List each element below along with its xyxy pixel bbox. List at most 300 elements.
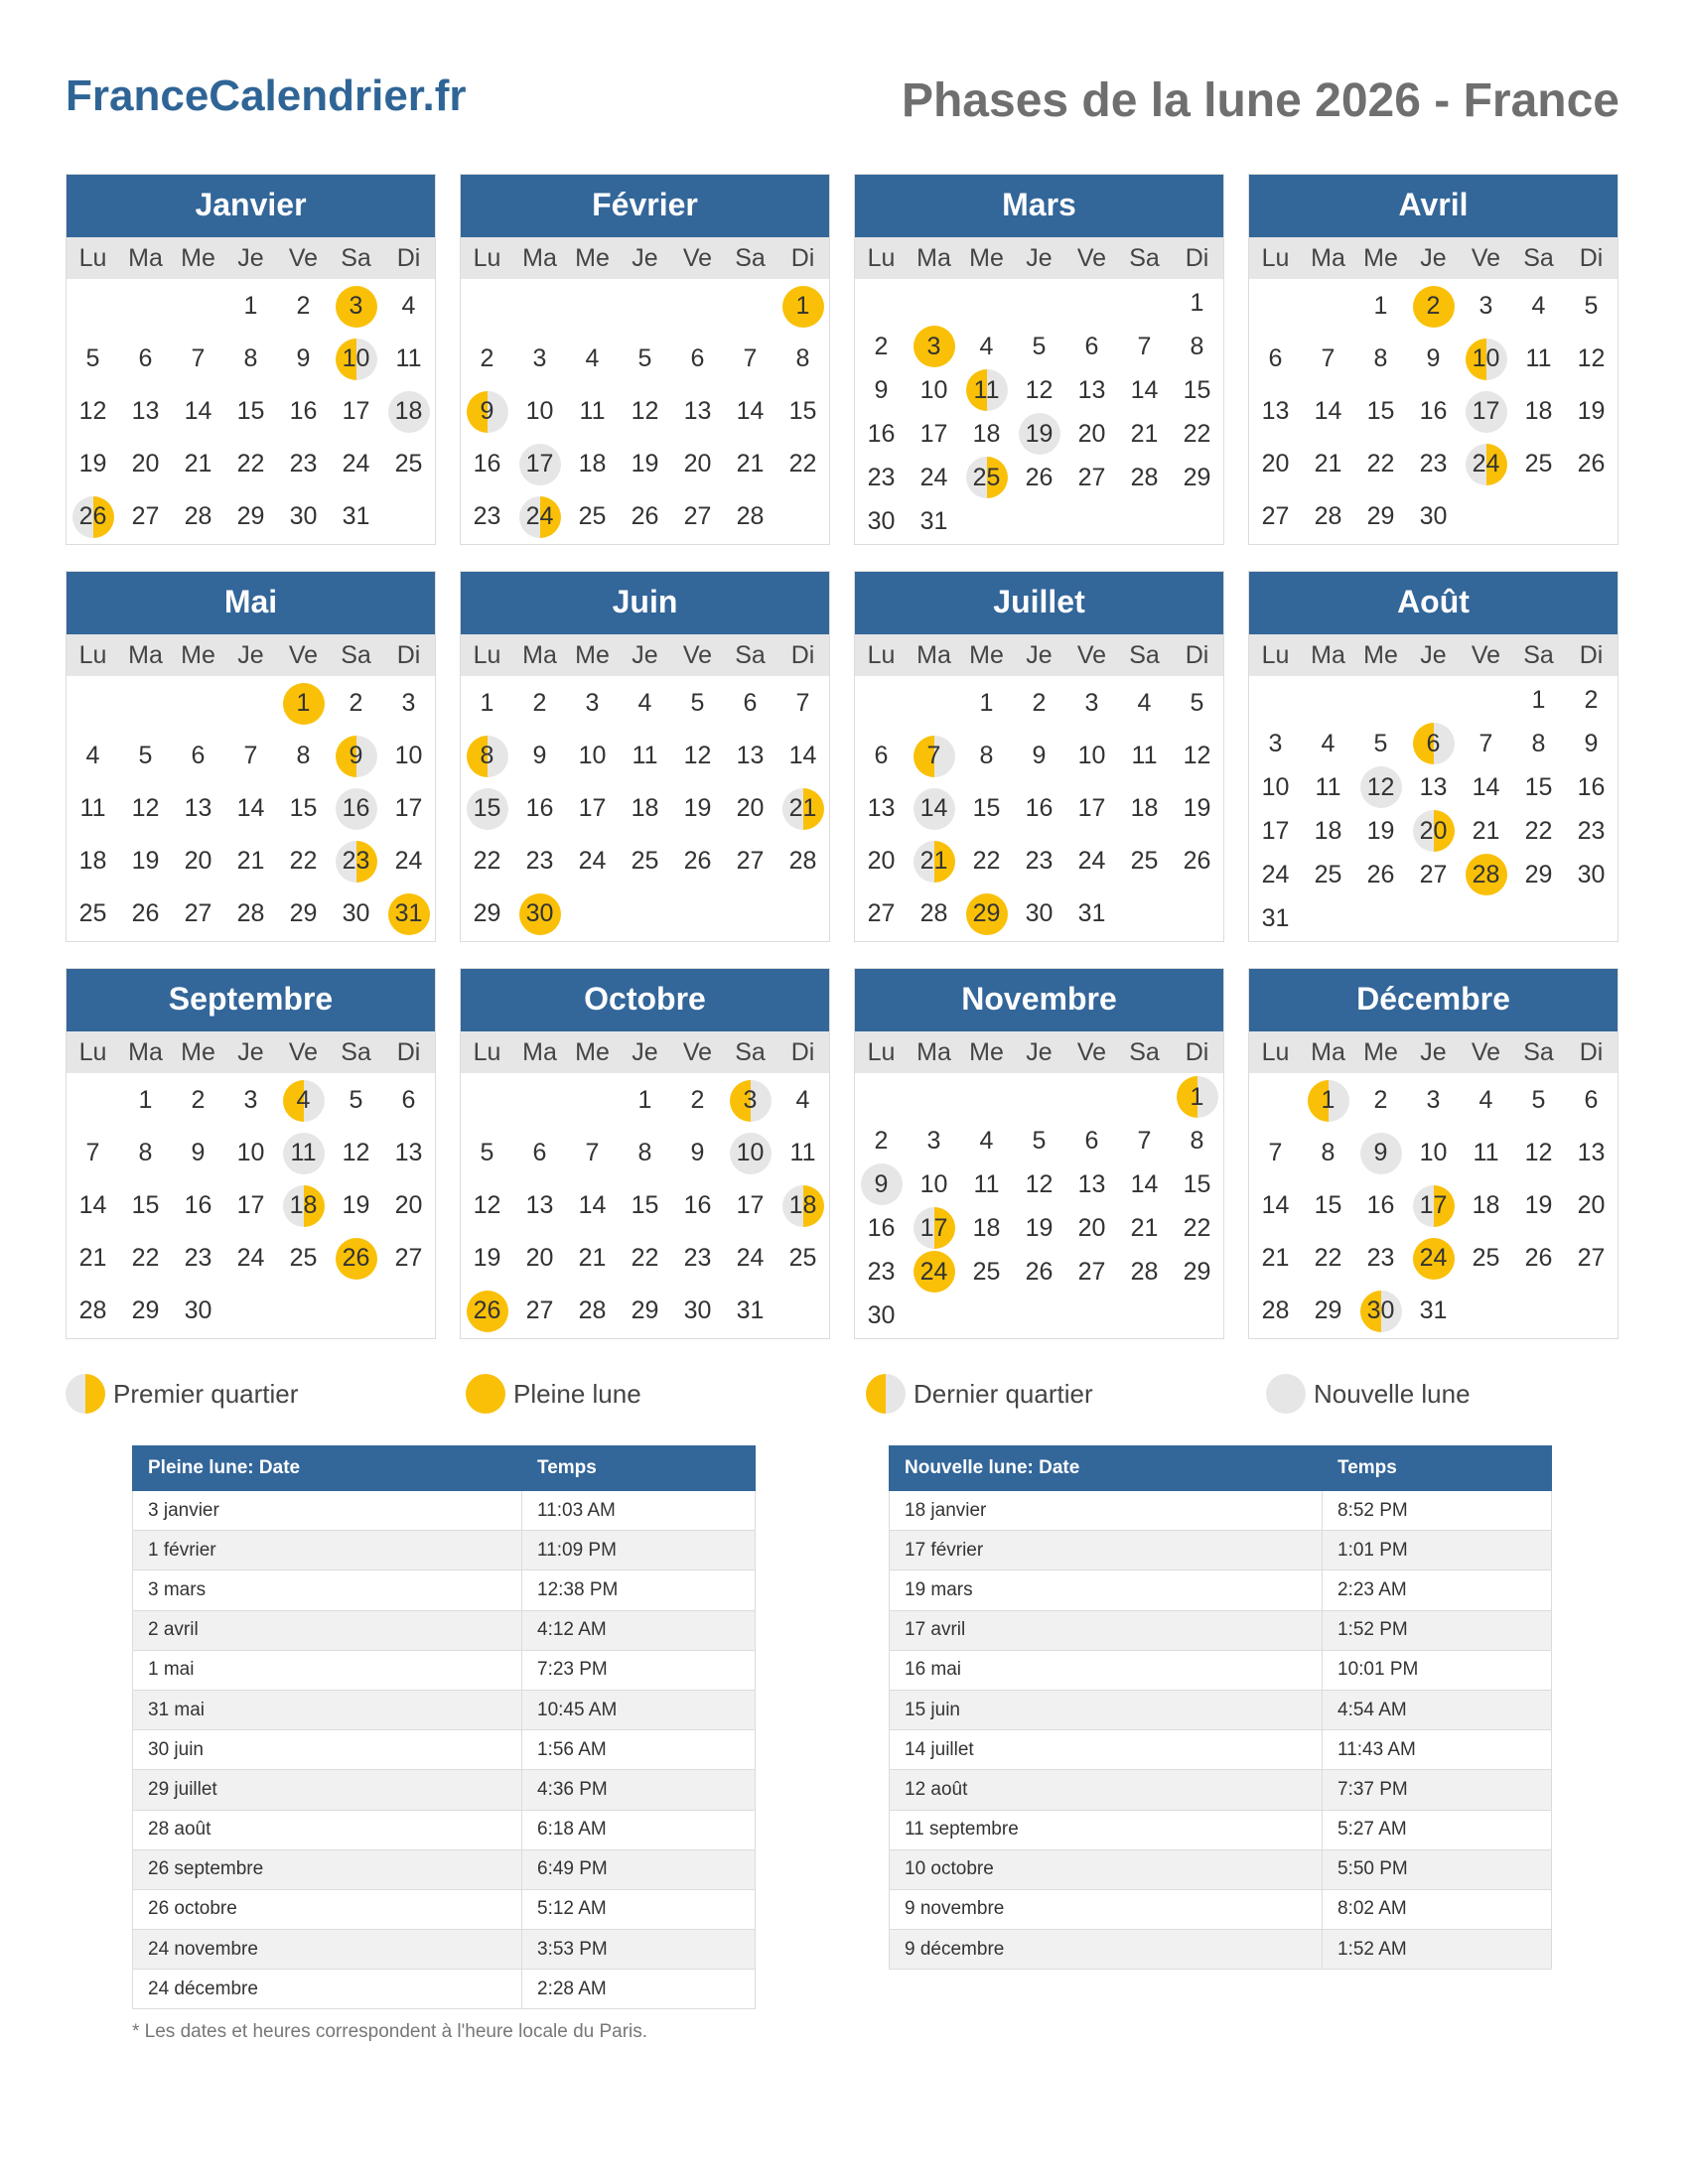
- day-number: 30: [1419, 502, 1448, 530]
- day-number: 5: [637, 344, 652, 372]
- full-moon-row: [133, 1810, 756, 1849]
- day-number: 14: [1130, 375, 1159, 404]
- new-moon-time-cell: 8:52 PM: [1323, 1491, 1552, 1531]
- weekday-label: Je: [1026, 243, 1053, 272]
- weekday-label: Lu: [1261, 243, 1290, 272]
- day-cell: [461, 385, 513, 438]
- new-moon-date-header: Nouvelle lune: Date: [890, 1446, 1323, 1491]
- day-number: 28: [736, 502, 765, 530]
- day-cell: [908, 456, 960, 499]
- day-cell: [1407, 333, 1460, 385]
- weekday-label: Ve: [1076, 243, 1107, 272]
- day-number: 19: [342, 1191, 370, 1219]
- day-number: 26: [1025, 1257, 1054, 1286]
- day-number: 18: [972, 419, 1001, 448]
- day-cell: [566, 730, 619, 782]
- weekday-label: Je: [1420, 640, 1447, 669]
- weekday-label: Sa: [1129, 1037, 1160, 1066]
- day-cell: [1460, 809, 1512, 853]
- weekday-label: Je: [632, 243, 658, 272]
- weekday-label: Sa: [735, 243, 766, 272]
- day-cell: [960, 677, 1013, 730]
- weekday-label: Di: [396, 243, 421, 272]
- first-quarter-icon: [66, 1374, 105, 1414]
- day-cell: [1249, 438, 1302, 490]
- day-cell: [67, 438, 119, 490]
- new-moon-row: [890, 1491, 1552, 1531]
- day-cell: [566, 835, 619, 887]
- day-cell: [1407, 438, 1460, 490]
- day-cell: [1065, 1119, 1118, 1162]
- weekday-header: [461, 634, 829, 676]
- day-cell: [855, 1162, 908, 1206]
- day-number: 24: [342, 450, 370, 478]
- day-cell: [1013, 782, 1065, 835]
- day-number: 6: [138, 344, 153, 372]
- day-number: 21: [788, 794, 817, 822]
- day-number: 1: [243, 292, 258, 320]
- day-number: 2: [349, 689, 363, 717]
- day-number: 14: [236, 794, 265, 822]
- day-cell: [619, 438, 671, 490]
- day-cell: [960, 887, 1013, 940]
- empty-cell: [908, 281, 960, 325]
- day-cell: [172, 835, 224, 887]
- month-9: [66, 968, 436, 1339]
- day-number: 30: [342, 899, 370, 927]
- month-11: [854, 968, 1224, 1339]
- day-cell: [224, 490, 277, 543]
- full-moon-row: [133, 1610, 756, 1650]
- day-cell: [1407, 1232, 1460, 1285]
- new-moon-time-cell: 2:23 AM: [1323, 1570, 1552, 1610]
- day-cell: [224, 333, 277, 385]
- day-number: 24: [1261, 860, 1290, 888]
- day-number: 8: [1373, 344, 1388, 372]
- day-number: 29: [1183, 1257, 1211, 1286]
- weekday-label: Ve: [288, 640, 319, 669]
- day-cell: [776, 280, 829, 333]
- weekday-label: Ve: [682, 1037, 713, 1066]
- day-cell: [67, 782, 119, 835]
- day-number: 8: [1190, 332, 1204, 360]
- day-cell: [1407, 809, 1460, 853]
- day-cell: [1512, 385, 1565, 438]
- day-number: 10: [1077, 742, 1106, 769]
- legend-last-quarter: [866, 1374, 1093, 1414]
- day-cell: [671, 438, 724, 490]
- day-cell: [1407, 765, 1460, 809]
- day-cell: [1118, 677, 1171, 730]
- day-cell: [908, 325, 960, 368]
- day-grid: [67, 279, 435, 543]
- day-cell: [1065, 1162, 1118, 1206]
- new-moon-time-cell: 1:52 PM: [1323, 1610, 1552, 1650]
- day-cell: [908, 1162, 960, 1206]
- full-moon-date-cell: 3 janvier: [133, 1491, 522, 1531]
- weekday-label: Lu: [867, 243, 896, 272]
- day-number: 28: [1261, 1297, 1290, 1324]
- day-cell: [330, 887, 382, 940]
- new-moon-time-cell: 1:01 PM: [1323, 1531, 1552, 1570]
- day-cell: [513, 1232, 566, 1285]
- day-number: 6: [532, 1139, 547, 1166]
- day-number: 3: [926, 332, 941, 360]
- day-cell: [908, 835, 960, 887]
- new-moon-table: [889, 1445, 1552, 1970]
- day-number: 4: [795, 1086, 810, 1114]
- day-number: 26: [683, 847, 712, 875]
- day-number: 23: [1025, 847, 1054, 875]
- day-cell: [1302, 853, 1354, 896]
- day-cell: [1118, 1119, 1171, 1162]
- day-cell: [224, 1127, 277, 1179]
- day-number: 7: [926, 742, 941, 769]
- day-cell: [1565, 765, 1618, 809]
- day-number: 8: [1321, 1139, 1336, 1166]
- day-cell: [724, 333, 776, 385]
- new-moon-row: [890, 1930, 1552, 1970]
- day-grid: [67, 1073, 435, 1337]
- empty-cell: [172, 280, 224, 333]
- day-number: 28: [919, 899, 948, 927]
- day-number: 12: [1025, 1169, 1054, 1198]
- day-cell: [776, 333, 829, 385]
- day-cell: [1354, 438, 1407, 490]
- day-cell: [277, 280, 330, 333]
- full-moon-date-cell: 1 février: [133, 1531, 522, 1570]
- day-cell: [566, 333, 619, 385]
- day-number: 9: [1373, 1139, 1388, 1166]
- empty-cell: [855, 1075, 908, 1119]
- day-cell: [67, 835, 119, 887]
- full-moon-date-cell: 3 mars: [133, 1570, 522, 1610]
- day-number: 10: [1261, 772, 1290, 801]
- month-3: [854, 174, 1224, 545]
- full-moon-row: [133, 1570, 756, 1610]
- day-cell: [172, 1127, 224, 1179]
- day-number: 3: [743, 1086, 758, 1114]
- day-cell: [908, 368, 960, 412]
- weekday-header: [1249, 237, 1618, 279]
- weekday-label: Di: [1185, 243, 1209, 272]
- day-number: 19: [78, 450, 107, 478]
- day-cell: [566, 490, 619, 543]
- day-number: 5: [1032, 332, 1047, 360]
- day-cell: [513, 490, 566, 543]
- day-number: 16: [1577, 772, 1606, 801]
- day-cell: [671, 730, 724, 782]
- day-cell: [1407, 1127, 1460, 1179]
- day-cell: [1512, 438, 1565, 490]
- day-number: 28: [1472, 860, 1500, 888]
- day-cell: [277, 782, 330, 835]
- day-cell: [566, 677, 619, 730]
- day-number: 28: [578, 1297, 607, 1324]
- day-number: 14: [578, 1191, 607, 1219]
- day-cell: [1013, 835, 1065, 887]
- empty-cell: [513, 280, 566, 333]
- day-cell: [724, 1179, 776, 1232]
- weekday-label: Me: [575, 640, 610, 669]
- day-cell: [382, 438, 435, 490]
- day-number: 9: [1584, 729, 1599, 757]
- day-number: 11: [1131, 742, 1158, 769]
- day-number: 24: [525, 502, 554, 530]
- day-cell: [724, 730, 776, 782]
- day-number: 29: [289, 899, 318, 927]
- full-moon-row: [133, 1970, 756, 2009]
- day-number: 24: [236, 1244, 265, 1272]
- day-cell: [776, 1232, 829, 1285]
- day-number: 8: [1190, 1126, 1204, 1155]
- month-6: [460, 571, 830, 942]
- day-cell: [461, 1127, 513, 1179]
- day-cell: [855, 887, 908, 940]
- weekday-label: Lu: [473, 1037, 501, 1066]
- weekday-label: Lu: [867, 1037, 896, 1066]
- empty-cell: [67, 677, 119, 730]
- day-cell: [172, 385, 224, 438]
- day-cell: [1065, 1250, 1118, 1294]
- day-cell: [1407, 1285, 1460, 1337]
- legend-last-quarter-label: Dernier quartier: [914, 1378, 1093, 1409]
- site-title[interactable]: FranceCalendrier.fr: [66, 71, 467, 120]
- new-moon-icon: [1266, 1374, 1306, 1414]
- day-number: 22: [1366, 450, 1395, 478]
- empty-cell: [172, 677, 224, 730]
- day-cell: [724, 677, 776, 730]
- day-cell: [1118, 782, 1171, 835]
- day-number: 12: [1577, 344, 1606, 372]
- day-cell: [330, 385, 382, 438]
- day-number: 18: [289, 1191, 318, 1219]
- day-number: 4: [1478, 1086, 1493, 1114]
- weekday-label: Lu: [1261, 640, 1290, 669]
- day-number: 30: [184, 1297, 212, 1324]
- day-cell: [1118, 412, 1171, 456]
- month-title: Août: [1249, 572, 1618, 634]
- day-number: 30: [1025, 899, 1054, 927]
- day-grid: [1249, 1073, 1618, 1337]
- day-cell: [1171, 1162, 1223, 1206]
- day-number: 3: [532, 344, 547, 372]
- day-cell: [619, 1074, 671, 1127]
- day-cell: [1302, 765, 1354, 809]
- day-number: 17: [1419, 1191, 1448, 1219]
- day-cell: [461, 835, 513, 887]
- day-cell: [1512, 1127, 1565, 1179]
- day-number: 23: [1577, 816, 1606, 845]
- day-cell: [67, 385, 119, 438]
- day-cell: [1249, 1179, 1302, 1232]
- day-cell: [1065, 1206, 1118, 1250]
- day-number: 11: [973, 375, 1000, 404]
- day-cell: [330, 333, 382, 385]
- new-moon-row: [890, 1650, 1552, 1690]
- day-number: 6: [690, 344, 705, 372]
- day-cell: [461, 333, 513, 385]
- legend-first-quarter-label: Premier quartier: [113, 1378, 299, 1409]
- new-moon-time-cell: 4:54 AM: [1323, 1690, 1552, 1729]
- day-cell: [1249, 333, 1302, 385]
- day-cell: [119, 490, 172, 543]
- new-moon-time-cell: 11:43 AM: [1323, 1730, 1552, 1770]
- day-number: 4: [401, 292, 416, 320]
- day-number: 14: [1261, 1191, 1290, 1219]
- day-number: 1: [138, 1086, 153, 1114]
- day-number: 17: [394, 794, 423, 822]
- day-cell: [119, 1232, 172, 1285]
- day-cell: [67, 1232, 119, 1285]
- day-number: 11: [1315, 772, 1341, 801]
- day-number: 8: [795, 344, 810, 372]
- day-number: 30: [1577, 860, 1606, 888]
- weekday-header: [855, 1031, 1223, 1073]
- day-cell: [908, 1250, 960, 1294]
- weekday-label: Di: [396, 1037, 421, 1066]
- day-number: 16: [289, 397, 318, 425]
- day-number: 9: [532, 742, 547, 769]
- day-cell: [1512, 1179, 1565, 1232]
- day-number: 26: [1366, 860, 1395, 888]
- day-number: 7: [1321, 344, 1336, 372]
- legend-full-moon-label: Pleine lune: [513, 1378, 641, 1409]
- day-cell: [960, 1162, 1013, 1206]
- weekday-label: Di: [1185, 640, 1209, 669]
- new-moon-time-header: Temps: [1323, 1446, 1552, 1491]
- weekday-label: Di: [1579, 1037, 1604, 1066]
- full-moon-time-cell: 6:49 PM: [522, 1849, 756, 1889]
- weekday-label: Je: [237, 243, 264, 272]
- empty-cell: [960, 281, 1013, 325]
- day-number: 9: [874, 375, 889, 404]
- day-cell: [330, 490, 382, 543]
- full-moon-date-cell: 30 juin: [133, 1730, 522, 1770]
- day-cell: [382, 280, 435, 333]
- day-cell: [1354, 333, 1407, 385]
- day-number: 6: [1426, 729, 1441, 757]
- day-cell: [1118, 1250, 1171, 1294]
- day-number: 2: [191, 1086, 206, 1114]
- month-7: [854, 571, 1224, 942]
- empty-cell: [855, 281, 908, 325]
- day-cell: [224, 887, 277, 940]
- day-number: 29: [1366, 502, 1395, 530]
- day-number: 10: [736, 1139, 765, 1166]
- day-number: 14: [1472, 772, 1500, 801]
- day-number: 31: [394, 899, 423, 927]
- day-cell: [330, 1074, 382, 1127]
- empty-cell: [671, 280, 724, 333]
- day-number: 15: [1524, 772, 1553, 801]
- weekday-label: Sa: [341, 1037, 371, 1066]
- weekday-label: Sa: [735, 640, 766, 669]
- day-number: 11: [1525, 344, 1552, 372]
- day-cell: [119, 438, 172, 490]
- day-cell: [513, 1179, 566, 1232]
- day-cell: [1565, 853, 1618, 896]
- day-number: 5: [138, 742, 153, 769]
- empty-cell: [1013, 1075, 1065, 1119]
- day-cell: [1013, 1119, 1065, 1162]
- day-grid: [855, 279, 1223, 543]
- day-number: 2: [1373, 1086, 1388, 1114]
- day-cell: [277, 730, 330, 782]
- day-number: 4: [296, 1086, 311, 1114]
- day-number: 4: [979, 332, 994, 360]
- day-cell: [382, 1232, 435, 1285]
- empty-cell: [1249, 678, 1302, 722]
- day-cell: [1460, 1127, 1512, 1179]
- day-cell: [277, 1179, 330, 1232]
- weekday-label: Me: [181, 1037, 215, 1066]
- empty-cell: [1354, 678, 1407, 722]
- day-number: 9: [874, 1169, 889, 1198]
- day-cell: [724, 835, 776, 887]
- day-cell: [1565, 722, 1618, 765]
- empty-cell: [724, 280, 776, 333]
- day-cell: [1565, 678, 1618, 722]
- day-cell: [1249, 1127, 1302, 1179]
- day-number: 11: [79, 794, 106, 822]
- day-number: 7: [191, 344, 206, 372]
- weekday-label: Ma: [522, 243, 557, 272]
- day-number: 25: [78, 899, 107, 927]
- day-number: 7: [1137, 332, 1152, 360]
- day-number: 22: [289, 847, 318, 875]
- day-cell: [1354, 1074, 1407, 1127]
- day-cell: [461, 1232, 513, 1285]
- day-number: 13: [1077, 1169, 1106, 1198]
- weekday-label: Me: [181, 640, 215, 669]
- day-number: 7: [585, 1139, 600, 1166]
- day-cell: [119, 1127, 172, 1179]
- day-cell: [330, 677, 382, 730]
- day-number: 21: [1472, 816, 1500, 845]
- weekday-label: Me: [575, 1037, 610, 1066]
- day-number: 17: [342, 397, 370, 425]
- day-number: 31: [736, 1297, 765, 1324]
- day-cell: [224, 1179, 277, 1232]
- day-number: 27: [525, 1297, 554, 1324]
- full-moon-time-cell: 1:56 AM: [522, 1730, 756, 1770]
- day-number: 16: [867, 1213, 896, 1242]
- day-cell: [724, 1232, 776, 1285]
- day-cell: [1407, 1074, 1460, 1127]
- empty-cell: [1065, 1075, 1118, 1119]
- day-number: 9: [1032, 742, 1047, 769]
- day-number: 31: [919, 506, 948, 535]
- weekday-label: Lu: [78, 1037, 107, 1066]
- empty-cell: [1118, 281, 1171, 325]
- day-number: 10: [1419, 1139, 1448, 1166]
- day-number: 22: [631, 1244, 659, 1272]
- day-cell: [1065, 368, 1118, 412]
- day-cell: [960, 456, 1013, 499]
- day-cell: [1565, 385, 1618, 438]
- day-number: 15: [631, 1191, 659, 1219]
- day-cell: [1065, 835, 1118, 887]
- full-moon-date-cell: 26 septembre: [133, 1849, 522, 1889]
- day-number: 19: [1577, 397, 1606, 425]
- new-moon-date-cell: 19 mars: [890, 1570, 1323, 1610]
- day-cell: [382, 887, 435, 940]
- day-cell: [1171, 1119, 1223, 1162]
- day-number: 23: [184, 1244, 212, 1272]
- day-cell: [1460, 765, 1512, 809]
- weekday-header: [1249, 634, 1618, 676]
